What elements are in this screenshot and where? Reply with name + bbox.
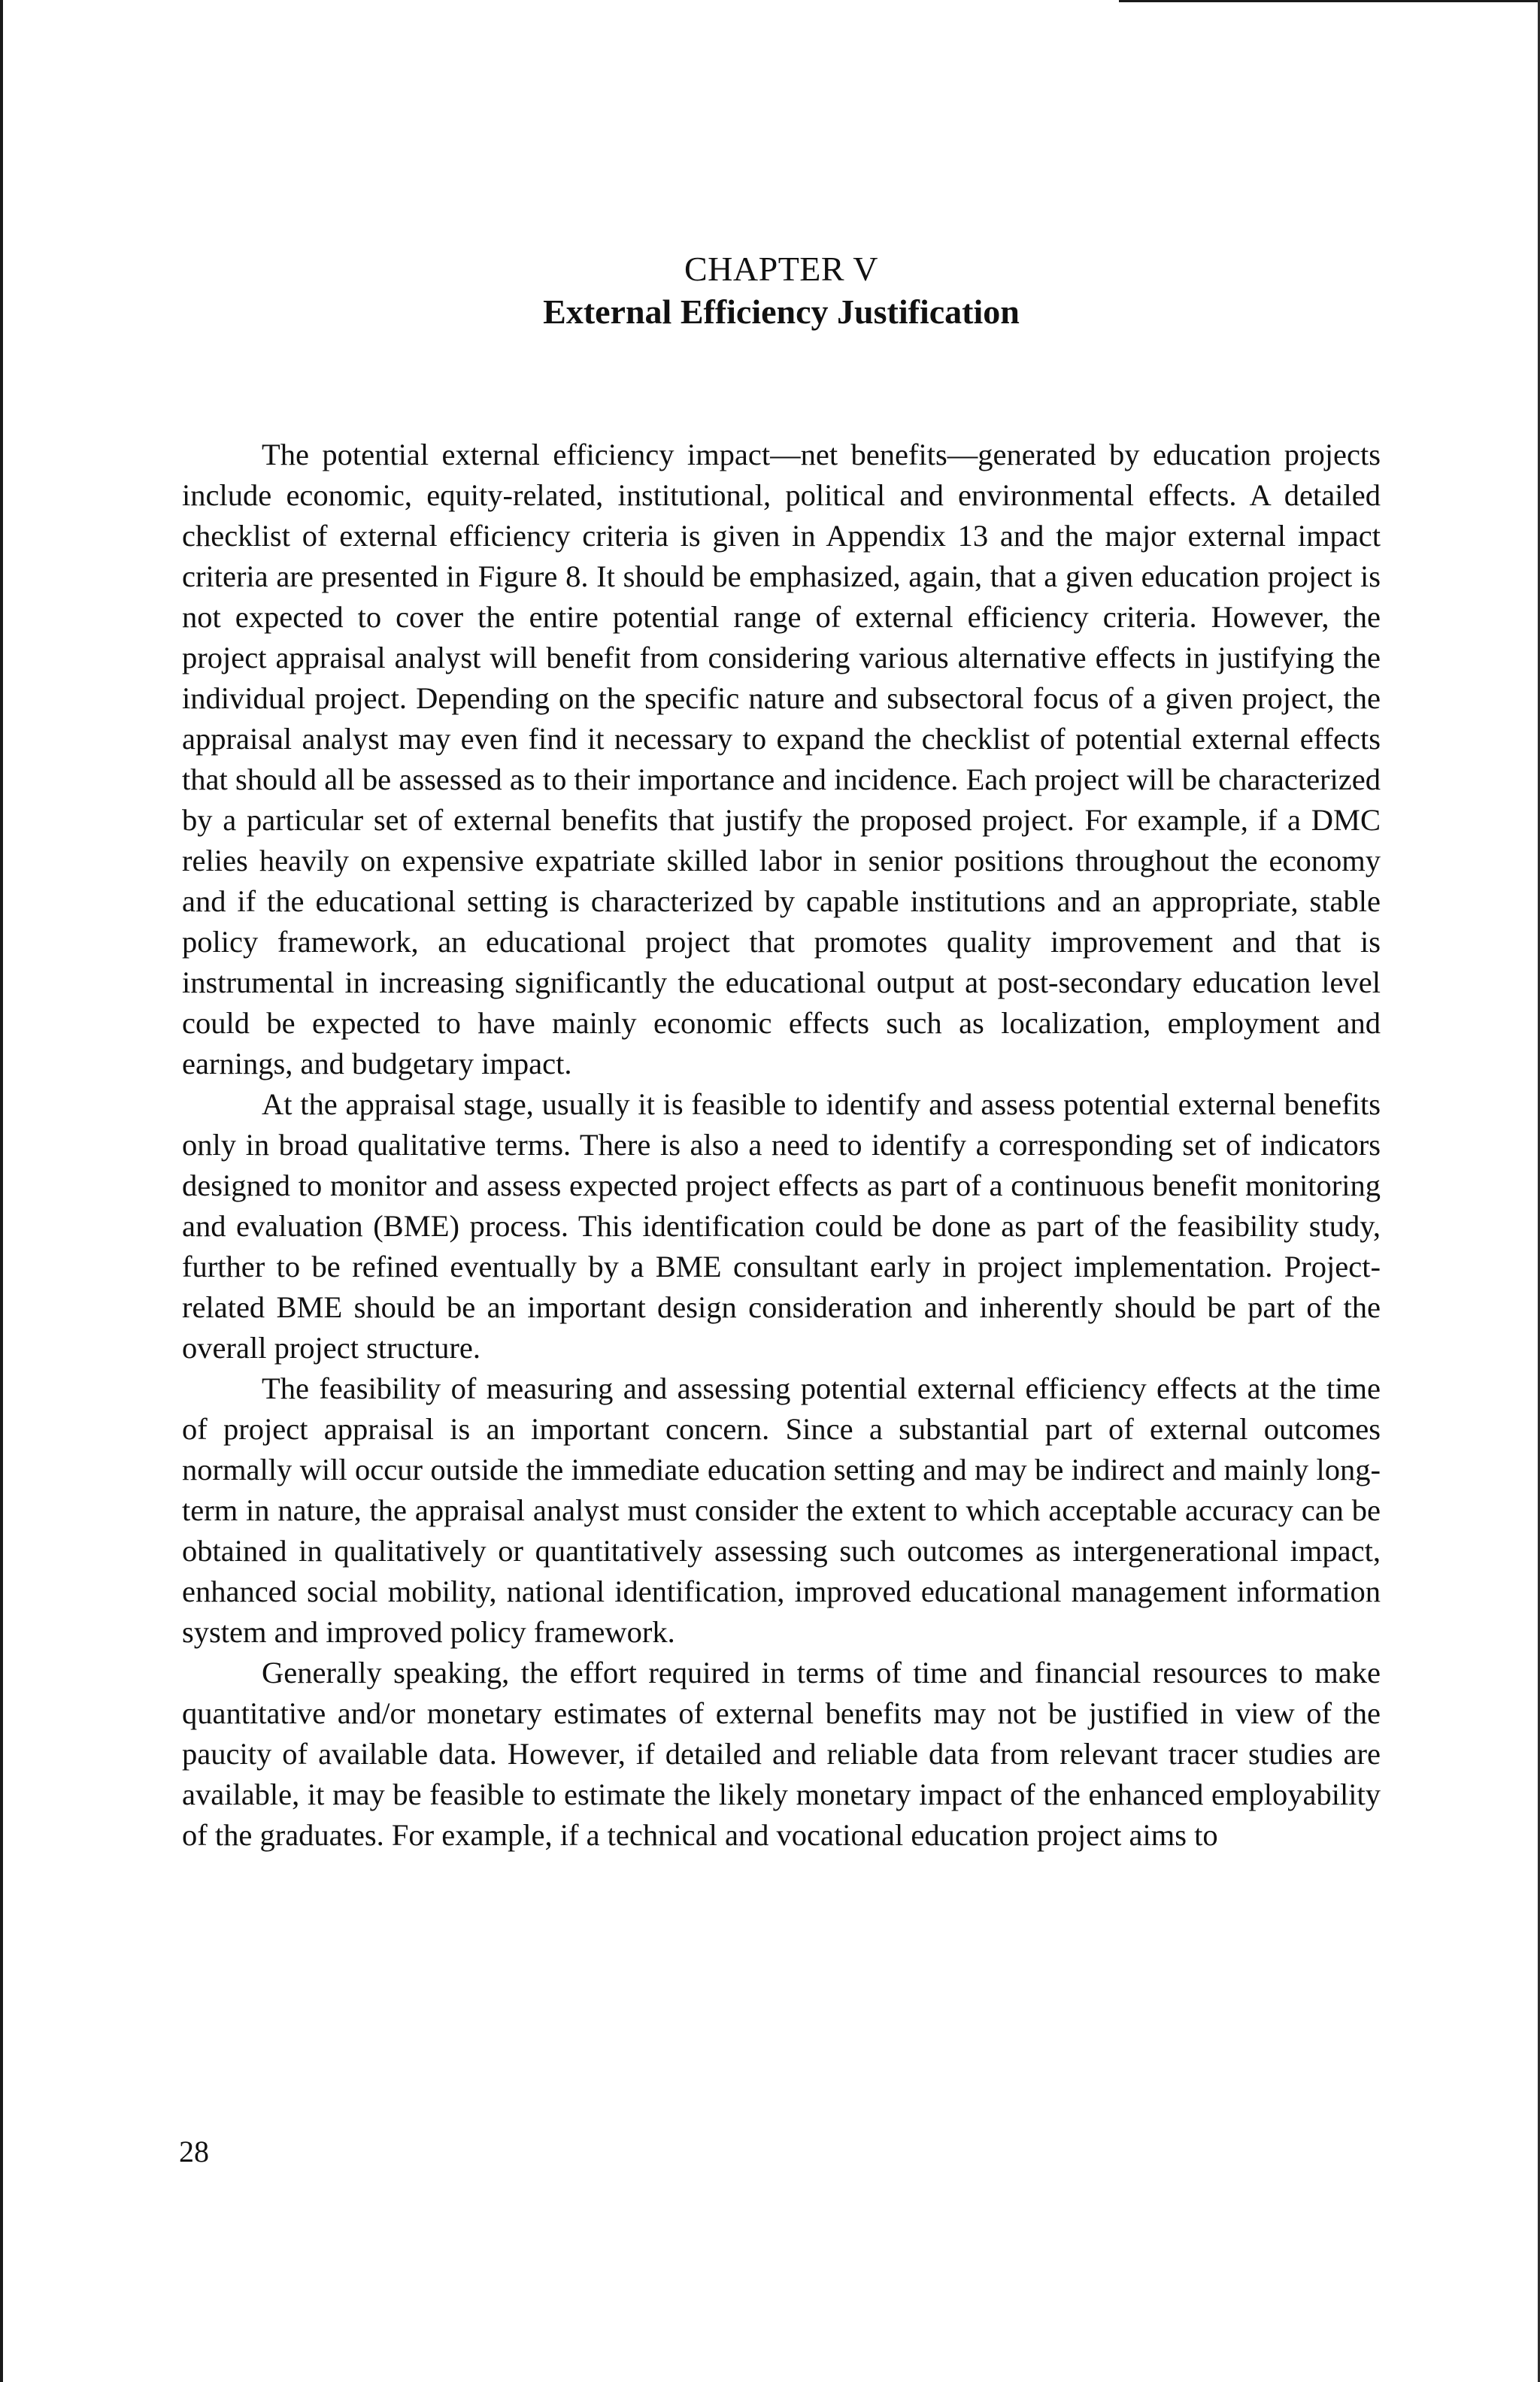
document-page (182, 248, 1381, 1856)
scan-edge-left (0, 0, 3, 2382)
chapter-label: CHAPTER V (684, 250, 878, 288)
page-number: 28 (179, 2135, 209, 2168)
scan-edge-top (1119, 0, 1540, 2)
chapter-title: External Efficiency Justification (543, 292, 1020, 331)
paragraph-1: The potential external efficiency impact—net benefits—generated by education projects include economic, equity-related, institutional, political and environmental effects. A detailed checklist of external efficiency criteria is given in Appendix 13 and the major external impact criteria are presented in Figure 8. It should be emphasized, again, that a given education project is not expected to cover the entire potential range of external efficiency criteria. However, the project appraisal analyst will benefit from considering various alternative effects in justifying the individual project. Depending on the specific nature and subsectoral focus of a given project, the appraisal analyst may even find it necessary to expand the checklist of potential external effects that should all be assessed as to their importance and incidence. Each project will be characterized by a particular set of external benefits that justify the proposed project. For example, if a DMC relies heavily on expensive expatriate skilled labor in senior positions throughout the economy and if the educational setting is characterized by capable institutions and an appropriate, stable policy framework, an educational project that promotes quality improvement and that is instrumental in increasing significantly the educational output at post-secondary education level could be expected to have mainly economic effects such as localization, employment and earnings, and budgetary impact. (182, 438, 1381, 1080)
paragraph-3: The feasibility of measuring and assessing potential external efficiency effects at the time of project appraisal is an important concern. Since a substantial part of external outcomes normally will occur outside the immediate education setting and may be indirect and mainly long- term in nature, the appraisal analyst must consider the extent to which acceptable accuracy can be obtained in qualitatively or quantitatively assessing such outcomes as intergenerational impact, enhanced social mobility, national identification, improved educational management information system and improved policy framework. (182, 1371, 1381, 1649)
body-text (182, 435, 1381, 1856)
paragraph-4: Generally speaking, the effort required in terms of time and financial resources to make quantitative and/or monetary estimates of external benefits may not be justified in view of the paucity of available data. However, if detailed and reliable data from relevant tracer studies are available, it may be feasible to estimate the likely monetary impact of the enhanced employability of the graduates. For example, if a technical and vocational education project aims to (182, 1656, 1381, 1852)
paragraph-2: At the appraisal stage, usually it is feasible to identify and assess potential external benefits only in broad qualitative terms. There is also a need to identify a corresponding set of indicators designed to monitor and assess expected project effects as part of a continuous benefit monitoring and evaluation (BME) process. This identification could be done as part of the feasibility study, further to be refined eventually by a BME consultant early in project implementation. Project-related BME should be an important design consideration and inherently should be part of the overall project structure. (182, 1087, 1381, 1365)
